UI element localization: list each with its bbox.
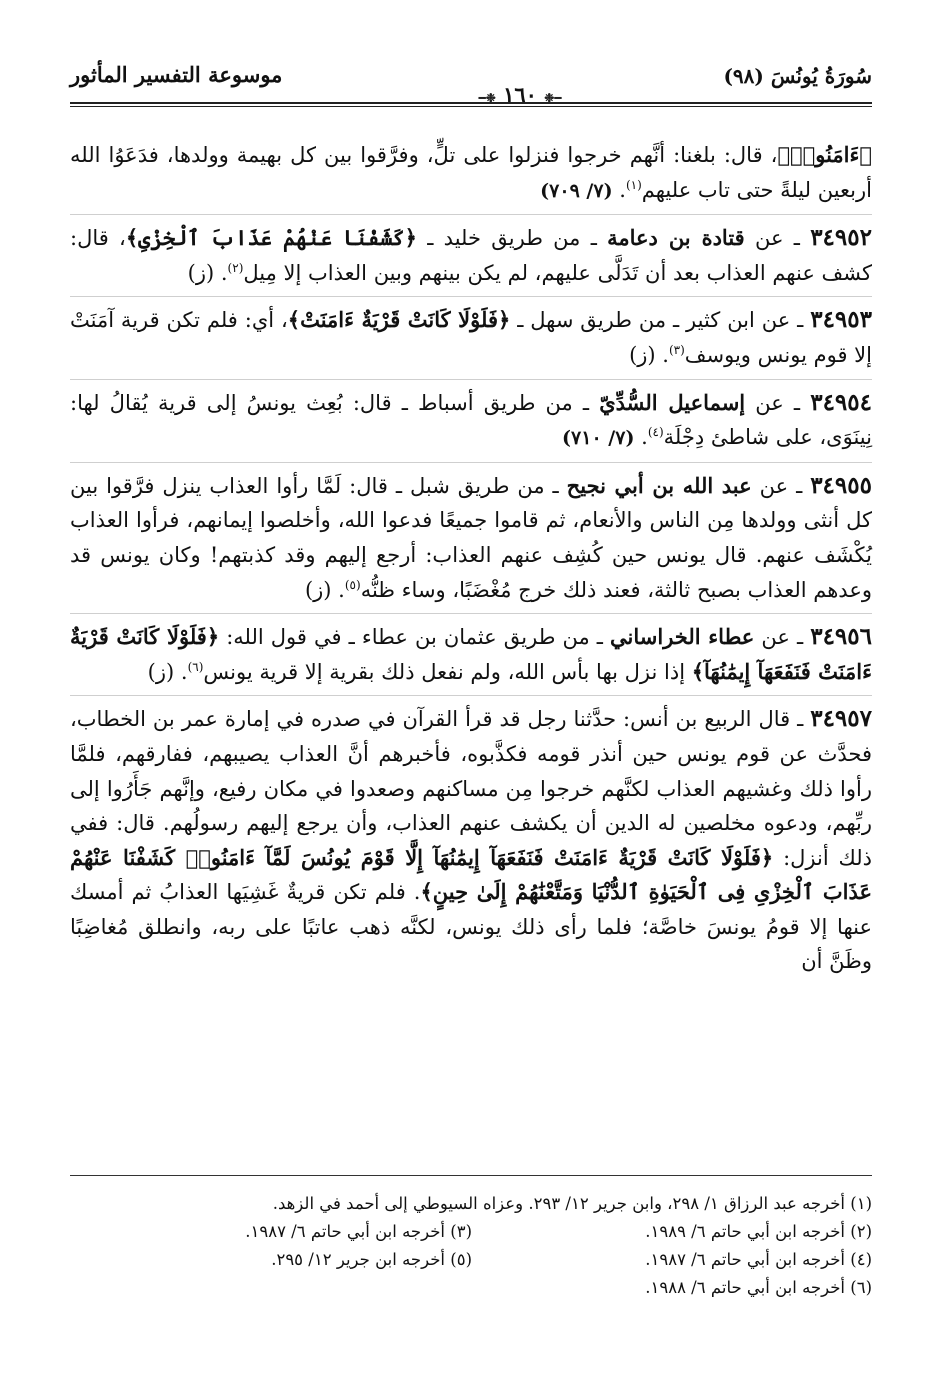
paragraph-text: . فلم تكن قريةٌ غَشِيَها العذابُ ثم أمسك عنها إلا قومُ يونسَ خاصَّة؛ فلما رأى ذلك يونس، لكنَّه ذهب عاتبًا على ربه، وانطلق مُغاضِبًا وظَنَّ أن — [70, 880, 872, 974]
paragraph-text: . — [612, 177, 626, 202]
narration-number: ٣٤٩٥٥ — [810, 471, 872, 499]
paragraph-34953 — [70, 303, 872, 379]
paragraph-34952 — [70, 221, 872, 297]
paragraph-34955 — [70, 469, 872, 614]
paragraph-text: ـ من طريق خليد ـ — [416, 226, 608, 251]
paragraph-text: . (ز) — [629, 342, 669, 367]
footnote-6: (٦) أخرجه ابن أبي حاتم ٦/ ١٩٨٨. — [645, 1278, 872, 1297]
paragraph-text: ، قال: بلغنا: أنَّهم خرجوا فنزلوا على تلٍّ، وفرَّقوا بين كل بهيمة وولدها، فدَعَوُا الله أربعين ليلةً حتى تاب عليهم — [70, 143, 872, 202]
paragraph-text: ، أي: فلم تكن قرية آمَنَتْ إلا قوم يونس ويوسف — [70, 308, 872, 367]
narration-number: ٣٤٩٥٧ — [810, 705, 872, 733]
footnote-marker[interactable]: (٢) — [227, 260, 244, 275]
narration-number: ٣٤٩٥٢ — [810, 224, 872, 252]
paragraph-text: . (ز) — [304, 577, 345, 602]
footnotes — [70, 1190, 872, 1302]
narration-number: ٣٤٩٥٣ — [810, 306, 872, 334]
paragraph-text: إذا نزل بها بأس الله، ولم نفعل ذلك بقرية إلا قرية يونس — [203, 659, 692, 684]
footnote-5: (٥) أخرجه ابن جرير ١٢/ ٢٩٥. — [271, 1250, 472, 1269]
footnote-marker[interactable]: (٦) — [187, 659, 204, 674]
surah-label: سُورَةُ يُونُسَ — [770, 64, 872, 88]
main-text — [70, 138, 872, 991]
paragraph-text: ـ عن ابن كثير ـ من طريق سهل ـ — [510, 308, 811, 333]
paragraph-34957 — [70, 702, 872, 985]
paragraph-text: ـ عن — [744, 226, 811, 251]
footnote-row — [70, 1218, 872, 1246]
footnote-4: (٤) أخرجه ابن أبي حاتم ٦/ ١٩٨٧. — [645, 1250, 872, 1269]
paragraph-34956 — [70, 620, 872, 696]
paragraph-text: . (ز) — [147, 659, 188, 684]
quran-verse: ﴿ءَامَنُوا۟﴾ — [777, 142, 872, 167]
footnote-marker[interactable]: (٣) — [668, 342, 685, 357]
quran-verse: ﴿فَلَوْلَا كَانَتْ قَرْيَةٌ ءَامَنَتْ فَنَفَعَهَآ إِيمَٰنُهَآ﴾ — [70, 624, 872, 684]
page-number: ١٦٠ — [503, 82, 537, 107]
narration-number: ٣٤٩٥٦ — [810, 623, 872, 651]
paragraph-text: . (ز) — [187, 260, 228, 285]
quran-verse: ﴿كَشَفْنَا عَنْهُمْ عَذَابَ ٱلْخِزْىِ﴾ — [125, 225, 417, 251]
paragraph-text: ـ من طريق شبل ـ قال: لَمَّا رأوا العذاب ينزل فرَّقوا بين كل أنثى وولدها مِن الناس والأنعام، ثم قاموا جميعًا فدعوا الله، وأخلصوا إيمانهم، فرأوا العذاب يُكْشَف عنهم. قال يونس حين كُشِف عنهم العذاب: أرجع إليهم وقد كذبتهم! وكان يونس قد وعدهم العذاب بصبح ثالثة، فعند ذلك خرج مُغْضَبًا، وساء ظنُّه — [70, 473, 872, 602]
header-rule — [70, 102, 872, 104]
header-rule-thin — [70, 106, 872, 107]
paragraph-continuation — [70, 138, 872, 215]
narrator-name: قتادة بن دعامة — [607, 225, 745, 251]
ornament-right: ━❉ — [544, 91, 562, 105]
narrator-name: إسماعيل السُّدِّيّ — [599, 389, 746, 415]
paragraph-text: ـ من طريق عثمان بن عطاء ـ في قول الله: — [219, 625, 611, 650]
page-header — [70, 58, 872, 108]
quran-verse: ﴿فَلَوْلَا كَانَتْ قَرْيَةٌ ءَامَنَتْ﴾ — [287, 307, 511, 333]
paragraph-text: . — [634, 425, 648, 450]
surah-number: (٩٨) — [723, 64, 764, 88]
footnote-row — [70, 1246, 872, 1274]
paragraph-text: ـ عن — [751, 473, 811, 498]
narrator-name: عطاء الخراساني — [610, 624, 755, 650]
paragraph-34954 — [70, 386, 872, 463]
surah-heading — [723, 64, 872, 88]
footnote-marker[interactable]: (٥) — [344, 577, 361, 592]
paragraph-text: ـ من طريق أسباط ـ قال: بُعِث يونسُ إلى قرية يُقالُ لها: نِينَوَى، على شاطئ دِجْلَة — [70, 390, 872, 450]
book-title: موسوعة التفسير المأثور — [70, 62, 283, 87]
paragraph-text: ـ عن — [745, 390, 811, 415]
footnote-separator — [70, 1175, 872, 1176]
footnote-2: (٢) أخرجه ابن أبي حاتم ٦/ ١٩٨٩. — [645, 1222, 872, 1241]
footnote-3: (٣) أخرجه ابن أبي حاتم ٦/ ١٩٨٧. — [245, 1222, 472, 1241]
footnote-marker[interactable]: (١) — [625, 177, 642, 192]
volume-reference: (٧/ ٧١٠) — [562, 427, 635, 450]
quran-verse: ﴿فَلَوْلَا كَانَتْ قَرْيَةٌ ءَامَنَتْ فَنَفَعَهَآ إِيمَٰنُهَآ إِلَّا قَوْمَ يُونُسَ لَمَّآ ءَامَنُوا۟ كَشَفْنَا عَنْهُمْ عَذَابَ ٱلْخِزْىِ فِى ٱلْحَيَوٰةِ ٱلدُّنْيَا وَمَتَّعْنَٰهُمْ إِلَىٰ حِينٍ﴾ — [70, 844, 872, 905]
paragraph-text: ـ قال الربيع بن أنس: حدَّثنا رجل قد قرأ القرآن في صدره في إمارة عمر بن الخطاب، فحدَّث عن قوم يونس حين أنذر قومه فكذَّبوه، فأخبرهم أنَّ العذاب يصيبهم، ففارقهم، فلمَّا رأوا ذلك وغشيهم العذاب لكنَّهم خرجوا مِن مساكنهم وصعدوا في مكان رفيع، وإنَّهم جَأَرُوا إلى ربِّهم، ودعوه مخلصين له الدين أن يكشف عنهم العذاب، وأن يرجع إليهم رسولُهم. قال: ففي ذلك أنزل: — [70, 707, 872, 870]
footnote-marker[interactable]: (٤) — [647, 425, 664, 440]
ornament-left: ❉━ — [478, 91, 496, 105]
paragraph-text: ـ عن — [754, 625, 811, 650]
paragraph-text: ، قال: كشف عنهم العذاب بعد أن تَدَلَّى عليهم، لم يكن بينهم وبين العذاب إلا مِيل — [70, 226, 872, 285]
footnote-1: (١) أخرجه عبد الرزاق ١/ ٢٩٨، وابن جرير ١٢/ ٢٩٣. وعزاه السيوطي إلى أحمد في الزهد. — [272, 1194, 872, 1213]
narration-number: ٣٤٩٥٤ — [810, 388, 872, 416]
narrator-name: عبد الله بن أبي نجيح — [566, 472, 752, 498]
volume-reference: (٧/ ٧٠٩) — [540, 179, 613, 202]
